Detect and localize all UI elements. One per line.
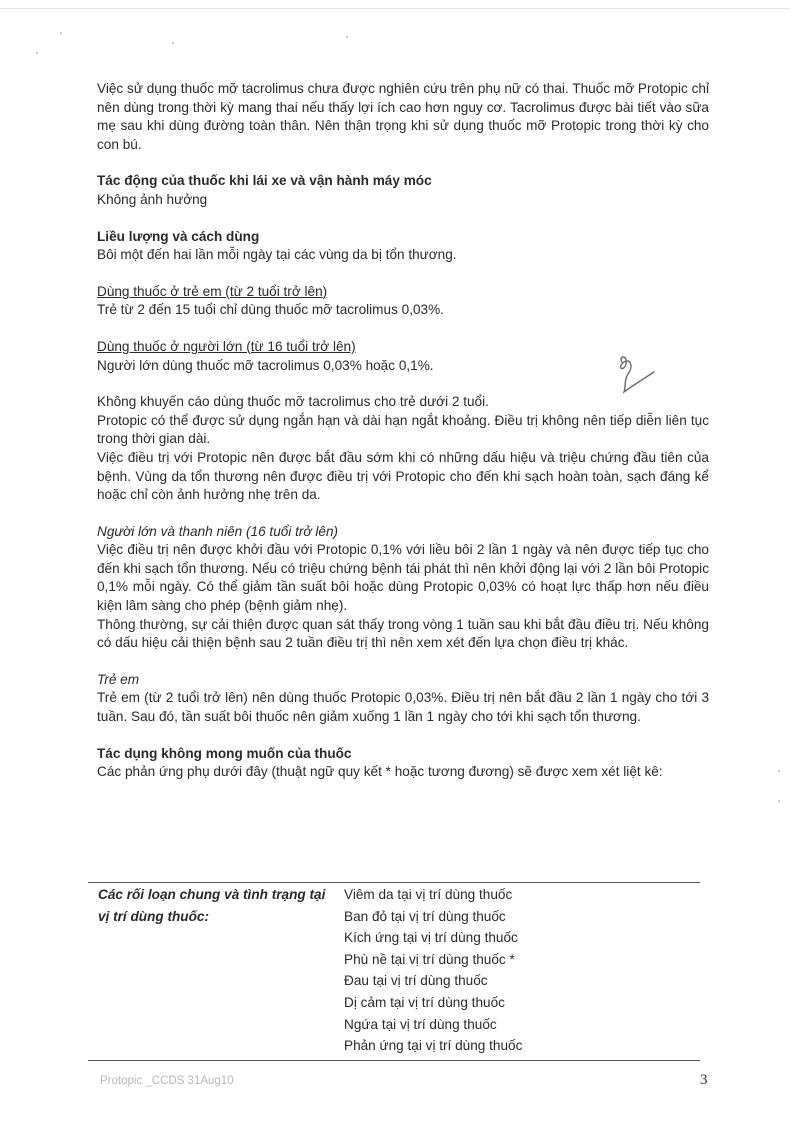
footer-doc-ref: Protopic _CCDS 31Aug10: [100, 1075, 234, 1087]
body-text: [97, 80, 709, 782]
scan-top-edge: [0, 8, 790, 9]
dosage-heading: Liều lượng và cách dùng: [97, 228, 260, 244]
handwritten-initials: [612, 352, 662, 398]
driving-text: Không ảnh hưởng: [97, 191, 208, 207]
list-item: Viêm da tại vị trí dùng thuốc: [344, 887, 513, 902]
list-item: Ban đỏ tại vị trí dùng thuốc: [344, 908, 506, 924]
children-subheading: Dùng thuốc ở trẻ em (từ 2 tuổi trở lên): [97, 283, 328, 299]
list-item: Ngứa tại vị trí dùng thuốc: [344, 1016, 497, 1032]
not-recommended-text: Không khuyến cáo dùng thuốc mỡ tacrolimus cho trẻ dưới 2 tuổi.: [97, 394, 489, 410]
adverse-effects-intro: Các phản ứng phụ dưới đây (thuật ngữ quy kết * hoặc tương đương) sẽ được xem xét liệt kê:: [97, 764, 663, 780]
list-item: Đau tại vị trí dùng thuốc: [344, 973, 488, 989]
scan-speck: [778, 800, 780, 802]
list-item: Dị cảm tại vị trí dùng thuốc: [344, 994, 505, 1010]
early-treatment-text: Việc điều trị với Protopic nên được bắt đầu sớm khi có những dấu hiệu và triệu chứng đầu tiên của bệnh. Vùng da tổn thương nên được điều trị với Protopic cho đến khi sạch hoàn toàn, sạch đáng kể hoặc chỉ còn ảnh hưởng nhẹ trên da.: [97, 449, 709, 503]
children-section-text: Trẻ em (từ 2 tuổi trở lên) nên dùng thuốc Protopic 0,03%. Điều trị nên bắt đầu 2 lần 1 ngày cho tới 3 tuần. Sau đó, tần suất bôi thuốc nên giảm xuống 1 lần 1 ngày cho tới khi sạch tổn thương.: [97, 690, 709, 725]
adults-text: Người lớn dùng thuốc mỡ tacrolimus 0,03% hoặc 0,1%.: [97, 357, 434, 373]
list-item: Phản ứng tại vị trí dùng thuốc: [344, 1038, 523, 1054]
children-text: Trẻ từ 2 đến 15 tuổi chỉ dùng thuốc mỡ tacrolimus 0,03%.: [97, 302, 444, 318]
adults-youth-heading: Người lớn và thanh niên (16 tuổi trở lên): [97, 523, 339, 539]
list-item: Phù nề tại vị trí dùng thuốc *: [344, 951, 515, 967]
list-item: Kích ứng tại vị trí dùng thuốc: [344, 930, 518, 946]
children-section-heading: Trẻ em: [97, 671, 140, 687]
items-cell: [334, 883, 700, 1061]
adverse-effects-table: [88, 882, 700, 1061]
scan-speck: [778, 770, 780, 772]
scan-speck: [346, 36, 348, 38]
pregnancy-paragraph: Việc sử dụng thuốc mỡ tacrolimus chưa được nghiên cứu trên phụ nữ có thai. Thuốc mỡ Protopic chỉ nên dùng trong thời kỳ mang thai nếu thấy lợi ích cao hơn nguy cơ. Tacrolimus được bài tiết vào sữa mẹ sau khi dùng đường toàn thân. Nên thận trọng khi sử dụng thuốc mỡ Protopic trong thời kỳ cho con bú.: [97, 81, 709, 152]
improvement-text: Thông thường, sự cải thiện được quan sát thấy trong vòng 1 tuần sau khi bắt đầu điều trị. Nếu không có dấu hiệu cải thiện bệnh sau 2 tuần điều trị thì nên xem xét đến lựa chọn điều trị khác.: [97, 616, 709, 651]
page-number: 3: [700, 1072, 708, 1088]
short-long-term-text: Protopic có thể được sử dụng ngắn hạn và dài hạn ngắt khoảng. Điều trị không nên tiếp diễn liên tục trong thời gian dài.: [97, 412, 709, 447]
scan-speck: [36, 52, 38, 54]
adverse-effects-heading: Tác dụng không mong muốn của thuốc: [97, 745, 352, 761]
category-cell: Các rối loạn chung và tình trạng tại vị trí dùng thuốc:: [98, 887, 326, 924]
dosage-text: Bôi một đến hai lần mỗi ngày tại các vùng da bị tổn thương.: [97, 247, 457, 263]
adults-subheading: Dùng thuốc ở người lớn (từ 16 tuổi trở lên): [97, 338, 356, 354]
table-row: [88, 883, 700, 1061]
scan-speck: [172, 42, 174, 44]
driving-heading: Tác động của thuốc khi lái xe và vận hành máy móc: [97, 173, 432, 189]
scan-speck: [60, 32, 62, 34]
adults-youth-text: Việc điều trị nên được khởi đầu với Protopic 0,1% với liều bôi 2 lần 1 ngày và nên được tiếp tục cho đến khi sạch tổn thương. Nếu có triệu chứng bệnh tái phát thì nên khởi động lại với 2 lần bôi Protopic 0,1% mỗi ngày. Có thể giảm tần suất bôi hoặc dùng Protopic 0,03% có hoạt lực thấp hơn nếu điều kiện lâm sàng cho phép (bệnh giảm nhẹ).: [97, 542, 709, 614]
